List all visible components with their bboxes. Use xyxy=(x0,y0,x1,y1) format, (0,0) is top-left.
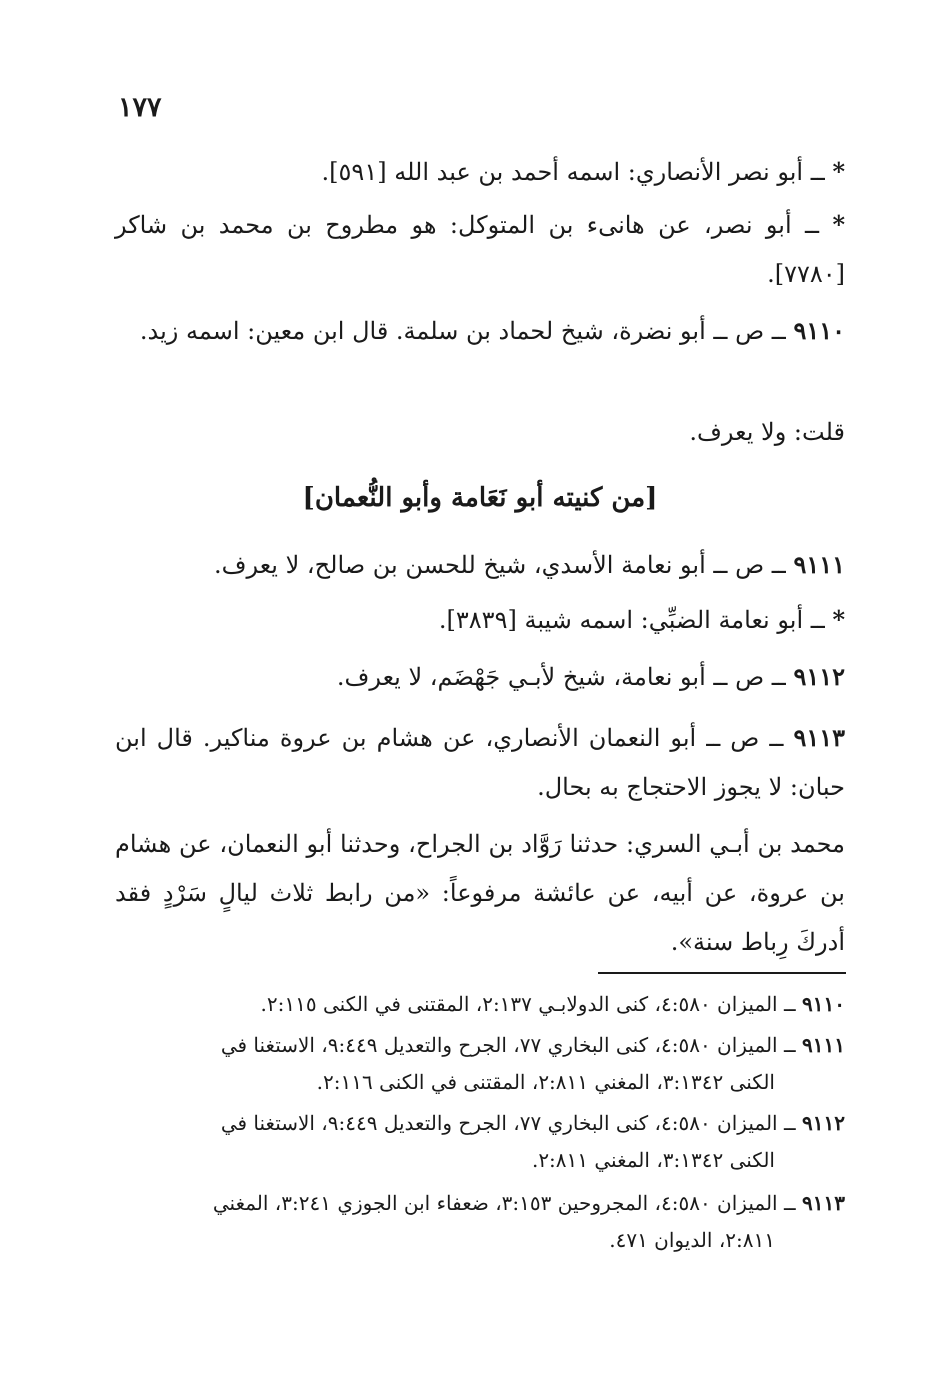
star-marker: * xyxy=(832,157,845,186)
footnote-line xyxy=(115,1027,845,1064)
entry-abu-nasr-hani xyxy=(115,200,905,299)
footnote-9112 xyxy=(115,1105,845,1179)
footnote-text: ــ الميزان ٤:٥٨٠، المجروحين ٣:١٥٣، ضعفاء ابن الجوزي ٣:٢٤١، المغني xyxy=(212,1191,796,1215)
footnote-separator xyxy=(598,972,846,974)
star-marker: * xyxy=(832,210,845,239)
footnote-number: ٩١١٠ xyxy=(802,992,845,1016)
entry-text: ــ أبو نعامة الضبِّي: اسمه شيبة [٣٨٣٩]. xyxy=(438,606,825,634)
footnote-text: ــ الميزان ٤:٥٨٠، كنى البخاري ٧٧، الجرح والتعديل ٩:٤٤٩، الاستغنا في xyxy=(220,1033,796,1057)
footnote-text: ــ الميزان ٤:٥٨٠، كنى البخاري ٧٧، الجرح والتعديل ٩:٤٤٩، الاستغنا في xyxy=(220,1111,796,1135)
entry-abu-naama-dabbi xyxy=(115,595,905,645)
footnote-line xyxy=(115,1185,845,1222)
entry-text: ــ ص ــ أبو نعامة الأسدي، شيخ للحسن بن صالح، لا يعرف. xyxy=(213,551,786,579)
footnote-text: ــ الميزان ٤:٥٨٠، كنى الدولابـي ٢:١٣٧، المقتنى في الكنى ٢:١١٥. xyxy=(260,992,796,1016)
star-marker: * xyxy=(832,605,845,634)
entry-number: ٩١١١ xyxy=(793,550,845,579)
entry-text: ــ ص ــ أبو النعمان الأنصاري، عن هشام بن عروة مناكير. قال ابن حبان: لا يجوز الاحتجاج به بحال. xyxy=(115,724,845,801)
entry-abu-nasr-ansari xyxy=(115,147,905,197)
entry-text: ــ ص ــ أبو نعامة، شيخ لأبـي جَهْضَم، لا يعرف. xyxy=(336,663,786,691)
footnote-9110 xyxy=(115,986,845,1023)
entry-text: ــ ص ــ أبو نضرة، شيخ لحماد بن سلمة. قال ابن معين: اسمه زيد. xyxy=(139,317,786,345)
entry-text: ــ أبو نصر، عن هانىء بن المتوكل: هو مطروح بن محمد بن شاكر [٧٧٨٠]. xyxy=(115,211,845,288)
entry-number: ٩١١٠ xyxy=(793,316,845,345)
entry-number: ٩١١٣ xyxy=(793,723,845,752)
footnote-number: ٩١١٣ xyxy=(802,1191,845,1215)
section-heading: [من كنيته أبو نَعَامة وأبو النُّعمان] xyxy=(302,483,658,513)
entry-9111 xyxy=(115,540,905,590)
footnote-number: ٩١١١ xyxy=(802,1033,845,1057)
hadith-paragraph: محمد بن أبـي السري: حدثنا رَوَّاد بن الجراح، وحدثنا أبو النعمان، عن هشام بن عروة، عن أبيه، عن عائشة مرفوعاً: «من رابط ثلاث ليالٍ سَرْدٍ فقد أدركَ رِباط سنة». xyxy=(115,830,845,956)
footnote-continuation: ٢:٨١١، الديوان ٤٧١. xyxy=(609,1228,775,1252)
footnote-9113 xyxy=(115,1185,845,1259)
footnote-line xyxy=(115,1105,845,1142)
entry-text: ــ أبو نصر الأنصاري: اسمه أحمد بن عبد الله [٥٩١]. xyxy=(321,158,825,186)
entry-9110 xyxy=(115,306,905,356)
entry-9113 xyxy=(115,713,905,812)
entry-number: ٩١١٢ xyxy=(793,662,845,691)
footnote-9111 xyxy=(115,1027,845,1101)
footnote-continuation: الكنى ٣:١٣٤٢، المغني ٢:٨١١، المقتنى في الكنى ٢:١١٦. xyxy=(316,1070,775,1094)
footnote-continuation: الكنى ٣:١٣٤٢، المغني ٢:٨١١. xyxy=(531,1148,775,1172)
page-number: ١٧٧ xyxy=(118,92,162,123)
entry-9112 xyxy=(115,652,905,702)
footnote-number: ٩١١٢ xyxy=(802,1111,845,1135)
note-9110: قلت: ولا يعرف. xyxy=(689,418,845,446)
